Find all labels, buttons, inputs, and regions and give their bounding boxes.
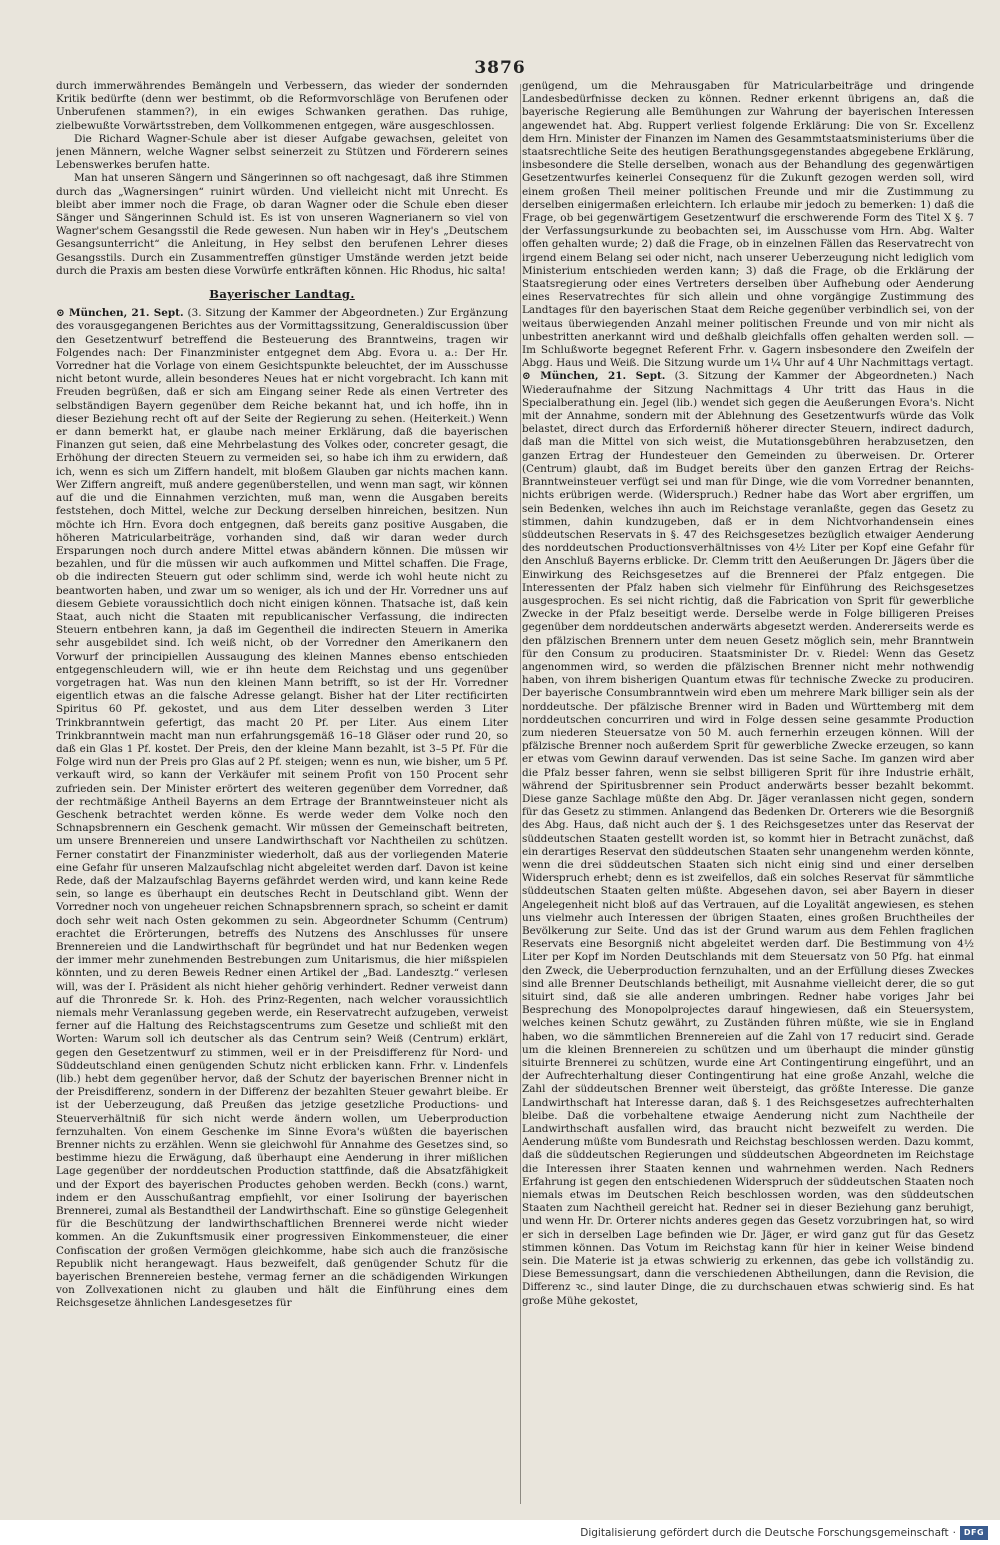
text-columns <box>56 80 974 1510</box>
left-column <box>56 80 508 1510</box>
digitization-footer <box>0 1520 1000 1545</box>
dateline: ⊙ München, 21. Sept. <box>56 307 184 320</box>
dateline: ⊙ München, 21. Sept. <box>522 370 666 383</box>
right-column <box>522 80 974 1510</box>
section-title: Bayerischer Landtag. <box>209 287 355 302</box>
article-paragraph: Man hat unseren Sängern und Sängerinnen so oft nachgesagt, daß ihre Stimmen durch das „Wagnersingen“ ruinirt würden. Und vielleicht nicht mit Unrecht. Es bleibt aber immer noch die Frage, ob daran Wagner oder die Schule eben dieser Sänger und Sängerinnen Schuld ist. Es ist von unseren Wagnerianern so viel von Wagner'schem Gesangsstil die Rede gewesen. Nun haben wir in Hey's „Deutschem Gesangsunterricht“ die Anleitung, in Hey selbst den berufenen Lehrer dieses Gesangsstils. Durch ein Zusammentreffen günstiger Umstände werden jetzt beide durch die Praxis am besten diese Vorwürfe entkräften können. Hic Rhodus, hic salta! <box>56 172 508 277</box>
report-paragraph <box>522 370 974 1307</box>
article-paragraph: durch immerwährendes Bemängeln und Verbessern, das wieder der sondernden Kritik bedürfte (denn wer bestimmt, ob die Reformvorschläge von Berufenen oder Unberufenen stammen?), in ein ewiges Schwanken gerathen. Das ruhige, zielbewußte Vorwärtsstreben, dem Vollkommenen entgegen, wäre ausgeschlossen. <box>56 80 508 132</box>
footer-separator: · <box>952 1526 956 1539</box>
article-paragraph: genügend, um die Mehrausgaben für Matricularbeiträge und dringende Landesbedürfnisse decken zu können. Redner erkennt übrigens an, daß die bayerische Regierung alle Bemühungen zur Wahrung der bayerischen Interessen angewendet hat. Abg. Ruppert verliest folgende Erklärung: Die von Sr. Excellenz dem Hrn. Minister der Finanzen im Namen des Gesammtstaatsministeriums über die staatsrechtliche Seite des heutigen Berathungsgegenstandes abgegebene Erklärung, insbesondere die Stelle derselben, wonach aus der Behandlung des gegenwärtigen Gesetzentwurfes keinerlei Consequenz für die Zukunft gezogen werden soll, wird einem großen Theil meiner politischen Freunde und mir die Zustimmung zu derselben einigermaßen erleichtern. Ich erlaube mir jedoch zu bemerken: 1) daß die Frage, ob bei gegenwärtigem Gesetzentwurf die erschwerende Form des Titel X §. 7 der Verfassungsurkunde zu beobachten sei, im Ausschusse vom Hrn. Abg. Walter offen gehalten wurde; 2) daß die Frage, ob in einzelnen Fällen das Reservatrecht von irgend einem Belang sei oder nicht, nach unserer Ueberzeugung nicht lediglich vom Ministerium entschieden werden kann; 3) daß die Frage, ob die Erklärung der Staatsregierung oder eines Vertreters derselben über Aufhebung oder Aenderung eines Reservatrechtes für sich allein und ohne vorgängige Zustimmung des Landtages für den bayerischen Staat dem Reiche gegenüber verbindlich sei, von der weitaus überwiegenden Anzahl meiner politischen Freunde und von mir nicht als unbestritten anerkannt wird und deßhalb gleichfalls offen gehalten werden soll. — Im Schlußworte begegnet Referent Frhr. v. Gagern insbesondere den Zweifeln der Abgg. Haus und Weiß. Die Sitzung wurde um 1¼ Uhr auf 4 Uhr Nachmittags vertagt. <box>522 80 974 370</box>
dfg-logo-icon[interactable]: DFG <box>960 1526 988 1540</box>
report-paragraph <box>56 307 508 1310</box>
footer-text: Digitalisierung gefördert durch die Deutsche Forschungsgemeinschaft <box>580 1526 949 1539</box>
report-text: (3. Sitzung der Kammer der Abgeordneten.) Nach Wiederaufnahme der Sitzung Nachmittags 4 Uhr tritt das Haus in die Specialberathung ein. Jegel (lib.) wendet sich gegen die Aeußerungen Evora's. Nicht mit der Annahme, sondern mit der Ablehnung des Gesetzentwurfs würde das Volk belastet, direct durch das Erforderniß höherer directer Steuern, indirect dadurch, daß man die Mittel von sich weist, die Mutationsgebühren herabzusetzen, den ganzen Ertrag der Hundesteuer den Gemeinden zu überweisen. Dr. Orterer (Centrum) glaubt, daß im Budget bereits über den ganzen Ertrag der Reichs-Branntweinsteuer verfügt sei und man für Dinge, wie die vom Vorredner benannten, nichts erübrigen werde. (Widerspruch.) Redner habe das Wort aber ergriffen, um sein Bedenken, welches ihn auch im Reichstage veranlaßte, gegen das Gesetz zu stimmen, dahin kundzugeben, daß er in dem Nichtvorhandensein eines süddeutschen Reservats in §. 47 des Reichsgesetzes bezüglich etwaiger Aenderung des norddeutschen Productionsverhältnisses von 4½ Liter per Kopf eine Gefahr für den Anschluß Bayerns erblicke. Dr. Clemm tritt den Aeußerungen Dr. Jägers über die Einwirkung des Reichsgesetzes auf die Brennerei der Pfalz entgegen. Die Interessenten der Pfalz haben sich vielmehr für Einführung des Reichsgesetzes ausgesprochen. Es sei nicht richtig, daß die Fabrication von Sprit für gewerbliche Zwecke in der Pfalz beseitigt werde. Derselbe werde in Folge billigeren Preises gegenüber dem norddeutschen anderwärts abgesetzt werden. Andererseits werde es den pfälzischen Brennern unter dem neuen Gesetz möglich sein, mehr Branntwein für den Consum zu produciren. Staatsminister Dr. v. Riedel: Wenn das Gesetz angenommen wird, so werden die pfälzischen Brenner nicht mehr nothwendig haben, von ihrem bisherigen Quantum etwas für technische Zwecke zu produciren. Der bayerische Consumbranntwein wird eben um mehrere Mark billiger sein als der norddeutsche. Der pfälzische Brenner wird in Baden und Württemberg mit dem norddeutschen concurriren und wird in Folge dessen seine gesammte Production zum niederen Steuersatze von 50 M. auch fernerhin erzeugen können. Will der pfälzische Brenner noch außerdem Sprit für gewerbliche Zwecke erzeugen, so kann er etwas vom Gewinn darauf verwenden. Das ist seine Sache. Im ganzen wird aber die Pfalz besser fahren, wenn sie selbst billigeren Sprit für ihre Industrie erhält, während der Spiritusbrenner sein Product anderwärts besser bezahlt bekommt. Diese ganze Sachlage müßte den Abg. Dr. Jäger veranlassen nicht gegen, sondern für das Gesetz zu stimmen. Anlangend das Bedenken Dr. Orterers wie die Besorgniß des Abg. Haus, daß nicht auch der §. 1 des Reichsgesetzes unter das Reservat der süddeutschen Staaten gestellt worden ist, so kommt hier in Betracht zunächst, daß ein derartiges Reservat den süddeutschen Staaten sehr unangenehm werden könnte, wenn die drei süddeutschen Staaten sich nicht einig sind und einer derselben Widerspruch erhebt; denn es ist zweifellos, daß ein solches Reservat für sämmtliche süddeutschen Staaten gelten müßte. Abgesehen davon, sei aber Bayern in dieser Angelegenheit nicht bloß auf das Vertrauen, auf die Loyalität angewiesen, es stehen uns vielmehr auch Interessen der übrigen Staaten, eines großen Bruchtheiles der Bevölkerung zur Seite. Und das ist der Grund warum aus dem Fehlen fraglichen Reservats eine Besorgniß nicht abgeleitet werden darf. Die Bestimmung von 4½ Liter per Kopf im Norden Deutschlands mit dem Steuersatz von 50 Pfg. hat einmal den Zweck, die Ueberproduction fernzuhalten, und an der Erfüllung dieses Zweckes sind alle Brenner Deutschlands betheiligt, mit Ausnahme vielleicht derer, die so gut situirt sind, daß sie alle anderen umbringen. Redner habe voriges Jahr bei Besprechung des Monopolprojectes darauf hingewiesen, daß ein Steuersystem, welches keinen Schutz gewährt, zu Zuständen führen müßte, wie sie in England haben, wo die sämmtlichen Brennereien auf die Zahl von 17 reducirt sind. Gerade um die kleinen Brennereien zu schützen und um überhaupt die minder günstig situirte Brennerei zu schützen, wurde eine Art Contingentirung eingeführt, und an der Aufrechterhaltung dieser Contingentirung hat eine große Anzahl, welche die Zahl der süddeutschen Brenner weit übersteigt, das größte Interesse. Die ganze Landwirthschaft hat Interesse daran, daß §. 1 des Reichsgesetzes aufrechterhalten bleibe. Daß die vorbehaltene etwaige Aenderung nicht zum Nachtheile der Landwirthschaft ausfallen wird, das braucht nicht bezweifelt zu werden. Die Aenderung müßte vom Bundesrath und Reichstag beschlossen werden. Dazu kommt, daß die süddeutschen Regierungen und süddeutschen Abgeordneten im Reichstage die Interessen ihrer Staaten kennen und wahrnehmen werden. Nach Redners Erfahrung ist gegen den entschiedenen Widerspruch der süddeutschen Staaten noch niemals etwas im Deutschen Reich beschlossen worden, was den süddeutschen Staaten zum Nachtheil gereicht hat. Redner sei in dieser Beziehung ganz beruhigt, und wenn Hr. Dr. Orterer nichts anderes gegen das Gesetz vorzubringen hat, so wird er sich in derselben Lage befinden wie Dr. Jäger, er wird ganz gut für das Gesetz stimmen können. Das Votum im Reichstag kann für hier in keiner Weise bindend sein. Die Materie ist ja etwas schwierig zu erkennen, das gebe ich vollständig zu. Diese Bemessungsart, dann die verschiedenen Abtheilungen, dann die Revision, die Differenz ꝛc., sind lauter Dinge, die zu durchschauen etwas schwierig sind. Es hat große Mühe gekostet, <box>522 370 974 1307</box>
article-paragraph: Die Richard Wagner-Schule aber ist dieser Aufgabe gewachsen, geleitet von jenen Männern, welche Wagner selbst seinerzeit zu Stützen und Förderern seines Lebenswerkes berufen hatte. <box>56 132 508 172</box>
page-number: 3876 <box>474 58 526 78</box>
report-text: (3. Sitzung der Kammer der Abgeordneten.) Zur Ergänzung des vorausgegangenen Berichtes aus der Vormittagssitzung, Generaldiscussion über den Gesetzentwurf betreffend die Besteuerung des Branntweins, tragen wir Folgendes nach: Der Finanzminister entgegnet dem Abg. Evora u. a.: Der Hr. Vorredner hat die Vorlage von einem Gesichtspunkte beleuchtet, der im Ausschusse nicht betont wurde, allein besonderes Neues hat er nicht vorgebracht. Ich kann mit Freuden begrüßen, daß er sich am Eingang seiner Rede als einen Vertreter des selbständigen Bayern gegenüber dem Reiche bekannt hat, und ich hoffe, ihn in dieser Beziehung recht oft auf der Seite der Regierung zu sehen. (Heiterkeit.) Wenn er dann bemerkt hat, er glaube nach meiner Erklärung, daß die bayerischen Finanzen gut seien, daß eine Mehrbelastung des Volkes oder, concreter gesagt, die Erhöhung der directen Steuern zu vermeiden sei, so habe ich ihm zu erwidern, daß ich, wenn es sich um Ziffern handelt, mit bloßem Glauben gar nichts machen kann. Wer Ziffern angreift, muß andere gegenüberstellen, und wenn man sagt, wir können auf die und die Einnahmen verzichten, muß man, wenn die Ausgaben bereits feststehen, doch Mittel, welche zur Deckung derselben hinreichen, besitzen. Nun möchte ich Hrn. Evora doch entgegnen, daß bereits ganz positive Ausgaben, die höheren Matricularbeiträge, vorhanden sind, daß wir daran weder durch Ersparungen noch durch andere Mittel etwas abändern können. Die müssen wir bezahlen, und für die müssen wir auch aufkommen und Mittel schaffen. Die Frage, ob die indirecten Steuern gut oder schlimm sind, werde ich wohl heute nicht zu beantworten haben, und zwar um so weniger, als ich und der Hr. Vorredner uns auf diesem Gebiete voraussichtlich doch nicht einigen können. Thatsache ist, daß kein Staat, auch nicht die Staaten mit republicanischer Verfassung, die indirecten Steuern entbehren kann, ja daß im Gegentheil die indirecten Steuern in Amerika sehr ausgebildet sind. Ich weiß nicht, ob der Vorredner den Amerikanern den Vorwurf der principiellen Aussaugung des kleinen Mannes ebenso entschieden entgegenschleudern will, wie er ihn heute dem Reichstag und uns gegenüber vorgetragen hat. Was nun den kleinen Mann betrifft, so ist der Hr. Vorredner eigentlich etwas an die falsche Adresse gelangt. Bisher hat der Liter rectificirten Spiritus 60 Pf. gekostet, und aus dem Liter desselben werden 3 Liter Trinkbranntwein gefertigt, das macht 20 Pf. per Liter. Aus einem Liter Trinkbranntwein macht man nun erfahrungsgemäß 16–18 Gläser oder rund 20, so daß ein Glas 1 Pf. kostet. Der Preis, den der kleine Mann bezahlt, ist 3–5 Pf. Für die Folge wird nun der Preis pro Glas auf 2 Pf. steigen; wenn es nun, wie bisher, um 5 Pf. verkauft wird, so kann der Verkäufer mit seinem Profit von 150 Procent sehr zufrieden sein. Der Minister erörtert des weiteren gegenüber dem Vorredner, daß der rechtmäßige Antheil Bayerns an dem Ertrage der Branntweinsteuer nicht als Geschenk betrachtet werden könne. Es werde weder dem Volke noch den Schnapsbrennern ein Geschenk gemacht. Wir müssen der Gemeinschaft beitreten, um unsere Brennereien und unsere Landwirthschaft vor Nachtheilen zu schützen. Ferner constatirt der Finanzminister wiederholt, daß aus der vorliegenden Materie eine Gefahr für unseren Malzaufschlag nicht abgeleitet werden darf. Davon ist keine Rede, daß der Malzaufschlag Bayerns gefährdet werden wird, und kann keine Rede sein, so lange es überhaupt ein deutsches Recht in Deutschland gibt. Wenn der Vorredner noch von ungeheuer reichen Schnapsbrennern sprach, so scheint er damit doch sehr weit nach Osten gekommen zu sein. Abgeordneter Schumm (Centrum) erachtet die Erörterungen, betreffs des Nutzens des Anschlusses für unsere Brennereien und die Landwirthschaft für begründet und hat nur Bedenken wegen der immer mehr zunehmenden Bestrebungen zum Unitarismus, die hier mißspielen könnten, und zu deren Beweis Redner einen Artikel der „Bad. Landesztg.“ verlesen will, was der I. Präsident als nicht hieher gehörig verhindert. Redner verweist dann auf die Thronrede Sr. k. Hoh. des Prinz-Regenten, nach welcher voraussichtlich niemals mehr Veranlassung gegeben werde, ein Reservatrecht aufzugeben, verweist ferner auf die Haltung des Reichstagscentrums zum Gesetze und schließt mit den Worten: Warum soll ich deutscher als das Centrum sein? Weiß (Centrum) erklärt, gegen den Gesetzentwurf zu stimmen, weil er in der Preisdifferenz für Nord- und Süddeutschland einen genügenden Schutz nicht erblicken kann. Frhr. v. Lindenfels (lib.) hebt dem gegenüber hervor, daß der Schutz der bayerischen Brenner nicht in der Preisdifferenz, sondern in der Differenz der bezahlten Steuer gewahrt bleibe. Er ist der Ueberzeugung, daß Preußen das jetzige gesetzliche Productions- und Steuerverhältniß für sich nicht werde ändern wollen, um Ueberproduction fernzuhalten. Von einem Geschenke im Sinne Evora's wüßten die bayerischen Brenner nichts zu erzählen. Wenn sie gleichwohl für Annahme des Gesetzes sind, so bestimme hiezu die Erwägung, daß überhaupt eine Aenderung in ihrer mißlichen Lage gegenüber der norddeutschen Production stattfinde, daß die Absatzfähigkeit und der Export des bayerischen Productes gehoben werden. Beckh (cons.) warnt, indem er den Ausschußantrag empfiehlt, vor einer Isolirung der bayerischen Brennerei, zumal als Bestandtheil der Landwirthschaft. Eine so günstige Gelegenheit für die Beschützung der landwirthschaftlichen Brennerei werde nicht wieder kommen. An die Zukunftsmusik einer progressiven Einkommensteuer, die einer Confiscation der großen Vermögen gleichkomme, habe sich auch die französische Republik nicht herangewagt. Haus bezweifelt, daß genügender Schutz für die bayerischen Brennereien bestehe, vermag ferner an die schädigenden Wirkungen von Zollvexationen nicht zu glauben und hält die Einführung eines dem Reichsgesetze ähnlichen Landesgesetzes für <box>56 307 508 1310</box>
